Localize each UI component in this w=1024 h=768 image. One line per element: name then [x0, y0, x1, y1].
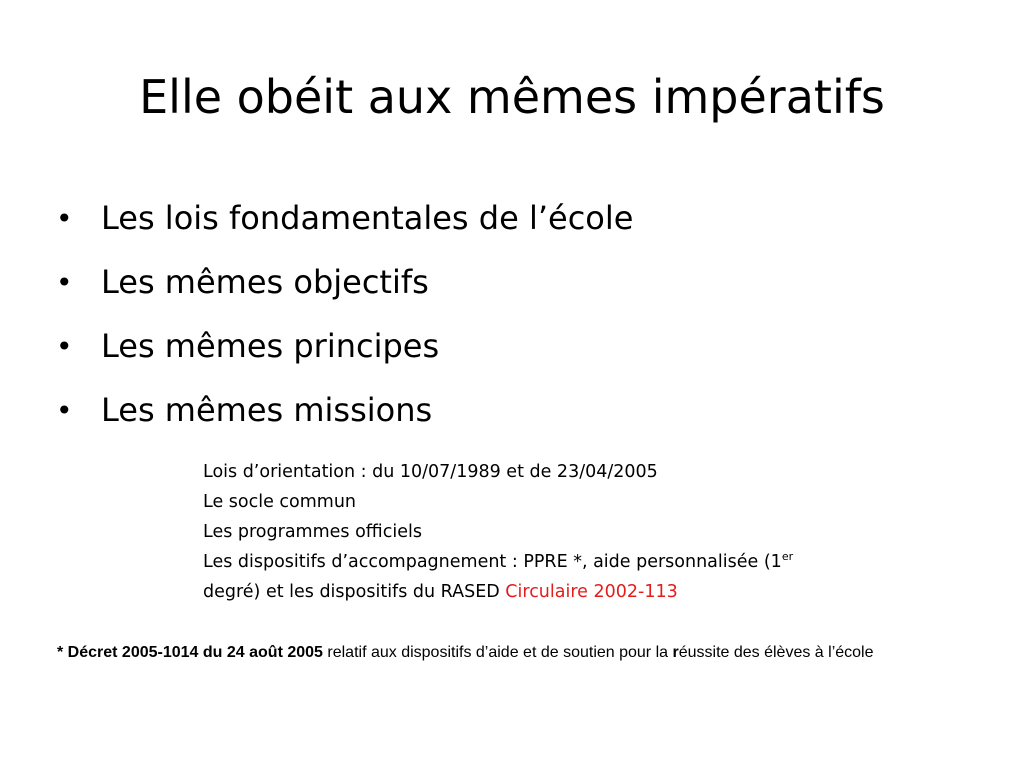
details-line-rased [203, 577, 923, 607]
bullet-item [56, 314, 633, 378]
footnote-decree: * Décret 2005-1014 du 24 août 2005 [57, 644, 323, 661]
bullet-list [56, 186, 633, 442]
slide-title: Elle obéit aux mêmes impératifs [139, 70, 885, 124]
footnote-text-1: relatif aux dispositifs d’aide et de soutien pour la [322, 644, 673, 661]
bullet-dot-icon: • [56, 393, 73, 427]
details-line-dispositifs-text: Les dispositifs d’accompagnement : PPRE *, aide personnalisée (1 [203, 552, 782, 572]
bullet-item [56, 250, 633, 314]
bullet-text: Les lois fondamentales de l’école [101, 199, 634, 237]
circulaire-link[interactable]: Circulaire 2002-113 [505, 582, 678, 602]
bullet-item [56, 186, 633, 250]
details-line-programmes: Les programmes officiels [203, 522, 422, 542]
details-line-lois-orientation: Lois d’orientation : du 10/07/1989 et de 23/04/2005 [203, 462, 658, 482]
footnote [57, 641, 957, 664]
bullet-dot-icon: • [56, 329, 73, 363]
details-line-socle-commun: Le socle commun [203, 492, 357, 512]
details-line-rased-text: degré) et les dispositifs du RASED [203, 582, 506, 602]
bullet-text: Les mêmes objectifs [101, 263, 429, 301]
bullet-item [56, 378, 633, 442]
footnote-bold-r: r [672, 644, 679, 661]
details-block [203, 457, 923, 607]
bullet-dot-icon: • [56, 201, 73, 235]
bullet-text: Les mêmes missions [101, 391, 433, 429]
footnote-text-2: éussite des élèves à l’école [678, 644, 874, 661]
superscript-er: er [781, 550, 794, 564]
bullet-dot-icon: • [56, 265, 73, 299]
bullet-text: Les mêmes principes [101, 327, 440, 365]
details-line-dispositifs [203, 547, 923, 577]
